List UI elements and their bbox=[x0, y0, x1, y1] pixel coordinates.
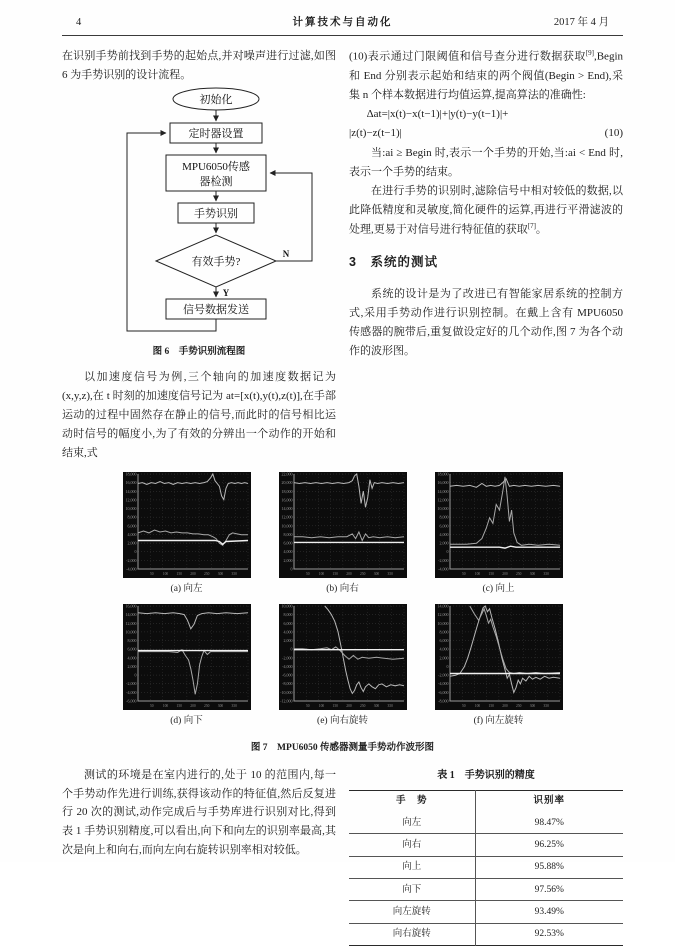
waveform-trace bbox=[450, 476, 560, 545]
table-cell: 向下 bbox=[349, 879, 475, 901]
page-number: 4 bbox=[76, 17, 82, 28]
y-tick-label: 16,000 bbox=[437, 479, 448, 485]
paragraph: 系统的设计是为了改进已有智能家居系统的控制方式,采用手势动作进行识别控制。在戴上含有 MPU6050 传感器的腕带后,重复做设定好的几个动作,图 7 为各个动作的波形图。 bbox=[349, 287, 623, 357]
y-tick-label: 10,000 bbox=[437, 505, 448, 511]
chart-caption-b: (b) 向右 bbox=[326, 583, 359, 594]
journal-title: 计算技术与自动化 bbox=[292, 17, 393, 28]
y-tick-label: 18,000 bbox=[125, 471, 136, 477]
y-tick-label: 8,000 bbox=[127, 514, 136, 520]
x-tick-label: 350 bbox=[387, 703, 393, 708]
chart-cell-c bbox=[435, 472, 563, 604]
y-tick-label: 14,000 bbox=[437, 488, 448, 494]
decision-node-label: 有效手势? bbox=[191, 255, 241, 268]
y-tick-label: 2,000 bbox=[283, 557, 292, 563]
y-tick-label: 12,000 bbox=[125, 620, 136, 626]
y-tick-label: -2,000 bbox=[281, 655, 292, 661]
table-cell: 向右 bbox=[349, 834, 475, 856]
figure6-caption: 图 6 手势识别流程图 bbox=[152, 346, 246, 357]
waveform-trace bbox=[450, 546, 560, 548]
y-tick-label: 6,000 bbox=[127, 646, 136, 652]
y-tick-label: 8,000 bbox=[283, 531, 292, 537]
formula-10 bbox=[349, 105, 623, 143]
sensor-node-label-line1: MPU6050传感 bbox=[182, 160, 250, 173]
y-tick-label: -2,000 bbox=[437, 672, 448, 678]
x-tick-label: 100 bbox=[474, 703, 480, 708]
x-tick-label: 50 bbox=[461, 703, 466, 708]
y-tick-label: 4,000 bbox=[127, 531, 136, 537]
y-tick-label: 8,000 bbox=[439, 629, 448, 635]
waveform-chart-d bbox=[123, 604, 251, 710]
x-tick-label: 300 bbox=[373, 571, 379, 576]
table1-caption: 表 1 手势识别的精度 bbox=[437, 769, 535, 781]
chart-caption-c: (c) 向上 bbox=[482, 583, 515, 594]
table-cell: 向左 bbox=[349, 812, 475, 834]
table-row bbox=[349, 834, 623, 856]
table-cell: 98.47% bbox=[534, 817, 564, 828]
y-tick-label: 10,000 bbox=[281, 603, 292, 609]
y-tick-label: 0 bbox=[134, 548, 136, 554]
reference-9: [9] bbox=[585, 49, 594, 58]
y-tick-label: 0 bbox=[290, 646, 292, 652]
x-tick-label: 150 bbox=[488, 571, 494, 576]
paragraph bbox=[349, 182, 623, 239]
start-node-label: 初始化 bbox=[199, 93, 233, 106]
waveform-trace bbox=[138, 474, 248, 500]
reference-7: [7] bbox=[527, 221, 536, 230]
x-tick-label: 200 bbox=[501, 703, 508, 708]
figure7-caption: 图 7 MPU6050 传感器测量手势动作波形图 bbox=[250, 743, 435, 754]
bottom-left-column bbox=[62, 766, 336, 946]
y-tick-label: -12,000 bbox=[279, 698, 292, 704]
x-tick-label: 250 bbox=[359, 703, 365, 708]
chart-cell-a bbox=[123, 472, 251, 604]
y-tick-label: 2,000 bbox=[439, 540, 448, 546]
x-tick-label: 300 bbox=[217, 703, 223, 708]
waveform-svg bbox=[123, 604, 251, 710]
waveform-trace bbox=[138, 650, 248, 695]
chart-caption-f: (f) 向左旋转 bbox=[473, 715, 524, 726]
waveform-chart-a bbox=[123, 472, 251, 578]
x-tick-label: 250 bbox=[203, 703, 209, 708]
chart-grid-row2 bbox=[62, 604, 623, 736]
chart-caption-d: (d) 向下 bbox=[170, 715, 203, 726]
paragraph bbox=[349, 47, 623, 104]
y-tick-label: 2,000 bbox=[283, 637, 292, 643]
table-cell: 93.49% bbox=[534, 906, 564, 917]
formula-line1: Δat=|x(t)−x(t−1)|+|y(t)−y(t−1)|+ bbox=[366, 108, 509, 121]
waveform-svg bbox=[279, 604, 407, 710]
y-tick-label: 10,000 bbox=[437, 620, 448, 626]
y-tick-label: 8,000 bbox=[439, 514, 448, 520]
table-row bbox=[349, 879, 623, 901]
waveform-chart-f bbox=[435, 604, 563, 710]
issue-date: 2017 年 4 月 bbox=[553, 17, 609, 28]
x-tick-label: 50 bbox=[149, 571, 154, 576]
chart-caption-a: (a) 向左 bbox=[170, 583, 203, 594]
x-tick-label: 350 bbox=[543, 703, 549, 708]
y-tick-label: -4,000 bbox=[125, 689, 136, 695]
x-tick-label: 200 bbox=[345, 703, 352, 708]
x-tick-label: 350 bbox=[231, 571, 237, 576]
y-tick-label: 0 bbox=[290, 566, 292, 572]
sensor-node-label-line2: 器检测 bbox=[199, 175, 233, 188]
x-tick-label: 150 bbox=[176, 571, 182, 576]
y-tick-label: 16,000 bbox=[125, 603, 136, 609]
y-tick-label: 14,000 bbox=[437, 603, 448, 609]
y-tick-label: 4,000 bbox=[439, 646, 448, 652]
paragraph-text: ,Begin 和 End 分别表示起始和结束的两个阀值(Begin > End),采集 n 个样本数据进行均值运算,提高算法的准确性: bbox=[349, 50, 623, 101]
waveform-chart-e bbox=[279, 604, 407, 710]
y-tick-label: 4,000 bbox=[439, 531, 448, 537]
x-tick-label: 150 bbox=[332, 703, 338, 708]
y-tick-label: 14,000 bbox=[125, 612, 136, 618]
y-tick-label: 12,000 bbox=[281, 514, 292, 520]
y-tick-label: 4,000 bbox=[283, 548, 292, 554]
table-row bbox=[349, 856, 623, 878]
y-tick-label: 0 bbox=[134, 672, 136, 678]
chart-cell-e bbox=[279, 604, 407, 736]
y-tick-label: -8,000 bbox=[437, 698, 448, 704]
y-tick-label: 6,000 bbox=[439, 522, 448, 528]
x-tick-label: 350 bbox=[543, 571, 549, 576]
page-header bbox=[62, 14, 623, 35]
waveform-trace bbox=[469, 606, 559, 674]
y-tick-label: 8,000 bbox=[283, 612, 292, 618]
chart-cell-b bbox=[279, 472, 407, 604]
x-tick-label: 300 bbox=[529, 703, 535, 708]
y-tick-label: 14,000 bbox=[281, 505, 292, 511]
x-tick-label: 300 bbox=[529, 571, 535, 576]
y-tick-label: 2,000 bbox=[127, 663, 136, 669]
y-tick-label: -2,000 bbox=[437, 557, 448, 563]
recognize-node-label: 手势识别 bbox=[194, 207, 238, 220]
y-tick-label: -10,000 bbox=[279, 689, 292, 695]
x-tick-label: 50 bbox=[305, 703, 310, 708]
paragraph: 测试的环境是在室内进行的,处于 10 的范围内,每一个手势动作先进行训练,获得该动作的特征值,然后反复进行 20 次的测试,动作完成后与手势库进行识别对比,得到表 1 手势识别精度,可以看出,向下和向左的识别率最高,其次是向上和向右,而向左向右旋转识别率相对较低。 bbox=[62, 768, 336, 857]
timer-node-label: 定时器设置 bbox=[188, 127, 244, 140]
y-tick-label: 10,000 bbox=[125, 629, 136, 635]
waveform-chart-b bbox=[279, 472, 407, 578]
waveform-trace bbox=[294, 474, 404, 507]
y-tick-label: 20,000 bbox=[281, 479, 292, 485]
no-label: N bbox=[282, 248, 290, 259]
x-tick-label: 350 bbox=[387, 571, 393, 576]
chart-cell-d bbox=[123, 604, 251, 736]
y-tick-label: 6,000 bbox=[439, 637, 448, 643]
y-tick-label: 12,000 bbox=[437, 497, 448, 503]
y-tick-label: 18,000 bbox=[437, 471, 448, 477]
y-tick-label: 10,000 bbox=[125, 505, 136, 511]
x-tick-label: 100 bbox=[474, 571, 480, 576]
waveform-svg bbox=[435, 604, 563, 710]
figure6-flowchart bbox=[62, 87, 336, 360]
x-tick-label: 100 bbox=[318, 571, 324, 576]
table-header-gesture: 手 势 bbox=[349, 790, 475, 812]
y-tick-label: 2,000 bbox=[439, 655, 448, 661]
y-tick-label: 14,000 bbox=[125, 488, 136, 494]
formula-line2: |z(t)−z(t−1)| bbox=[349, 127, 402, 140]
waveform-svg bbox=[123, 472, 251, 578]
gesture-accuracy-table bbox=[349, 790, 623, 946]
x-tick-label: 300 bbox=[373, 703, 379, 708]
paragraph-text: 在进行手势的识别时,滤除信号中相对较低的数据,以此降低精度和灵敏度,简化硬件的运算,再进行平滑滤波的处理,更易于对信号进行特征值的获取 bbox=[349, 185, 623, 236]
y-tick-label: 12,000 bbox=[437, 612, 448, 618]
y-tick-label: 0 bbox=[446, 663, 448, 669]
paragraph-text: (10)表示通过门限阈值和信号查分进行数据获取 bbox=[349, 50, 586, 63]
x-tick-label: 250 bbox=[515, 703, 521, 708]
y-tick-label: -2,000 bbox=[125, 681, 136, 687]
waveform-svg bbox=[435, 472, 563, 578]
x-tick-label: 250 bbox=[359, 571, 365, 576]
x-tick-label: 300 bbox=[217, 571, 223, 576]
yes-label: Y bbox=[222, 287, 230, 298]
y-tick-label: 4,000 bbox=[127, 655, 136, 661]
x-tick-label: 100 bbox=[318, 703, 324, 708]
y-tick-label: 16,000 bbox=[125, 479, 136, 485]
table-cell: 向左旋转 bbox=[349, 901, 475, 923]
x-tick-label: 100 bbox=[162, 571, 168, 576]
chart-caption-e: (e) 向右旋转 bbox=[317, 715, 368, 726]
x-tick-label: 50 bbox=[461, 571, 466, 576]
table-header-rate: 识别率 bbox=[533, 796, 566, 807]
figure7 bbox=[62, 472, 623, 757]
chart-grid-row1 bbox=[62, 472, 623, 604]
y-tick-label: 6,000 bbox=[127, 522, 136, 528]
header-rule bbox=[62, 35, 623, 36]
x-tick-label: 150 bbox=[176, 703, 182, 708]
table-cell: 96.25% bbox=[534, 839, 564, 850]
x-tick-label: 200 bbox=[501, 571, 508, 576]
y-tick-label: 2,000 bbox=[127, 540, 136, 546]
chart-cell-f bbox=[435, 604, 563, 736]
formula-number: (10) bbox=[604, 127, 623, 140]
y-tick-label: 16,000 bbox=[281, 497, 292, 503]
y-tick-label: -4,000 bbox=[281, 663, 292, 669]
table-row bbox=[349, 812, 623, 834]
table-cell: 95.88% bbox=[534, 862, 564, 873]
y-tick-label: 22,000 bbox=[281, 471, 292, 477]
table-header-row bbox=[349, 790, 623, 812]
paragraph: 当:ai ≥ Begin 时,表示一个手势的开始,当:ai < End 时,表示一个手势的结束。 bbox=[349, 147, 623, 179]
x-tick-label: 200 bbox=[189, 571, 196, 576]
y-tick-label: -4,000 bbox=[125, 566, 136, 572]
x-tick-label: 350 bbox=[231, 703, 237, 708]
x-tick-label: 50 bbox=[305, 571, 310, 576]
table-cell: 92.53% bbox=[534, 929, 564, 940]
x-tick-label: 50 bbox=[149, 703, 154, 708]
y-tick-label: 18,000 bbox=[281, 488, 292, 494]
table-cell: 向右旋转 bbox=[349, 923, 475, 945]
gesture-table-body bbox=[349, 812, 623, 945]
paragraph: 以加速度信号为例,三个轴向的加速度数据记为(x,y,z),在 t 时刻的加速度信号记为 at=[x(t),y(t),z(t)],在手部运动的过程中固然存在静止的信号,而此时的信号相比运动时信号的幅度小,为了有效的分辨出一个动作的开始和结束,式 bbox=[62, 371, 336, 459]
paragraph-text: 。 bbox=[535, 223, 547, 236]
table-row bbox=[349, 923, 623, 945]
waveform-chart-c bbox=[435, 472, 563, 578]
x-tick-label: 150 bbox=[488, 703, 494, 708]
table-cell: 向上 bbox=[349, 856, 475, 878]
y-tick-label: 8,000 bbox=[127, 637, 136, 643]
bottom-columns bbox=[62, 766, 623, 946]
waveform-trace bbox=[294, 647, 404, 659]
waveform-trace bbox=[294, 532, 404, 541]
y-tick-label: 10,000 bbox=[281, 522, 292, 528]
right-column bbox=[349, 47, 623, 463]
no-branch-line bbox=[270, 173, 312, 261]
table-row bbox=[349, 901, 623, 923]
x-tick-label: 150 bbox=[332, 571, 338, 576]
x-tick-label: 250 bbox=[515, 571, 521, 576]
y-tick-label: -6,000 bbox=[125, 698, 136, 704]
y-tick-label: 6,000 bbox=[283, 540, 292, 546]
y-tick-label: 6,000 bbox=[283, 620, 292, 626]
x-tick-label: 250 bbox=[203, 571, 209, 576]
y-tick-label: -4,000 bbox=[437, 566, 448, 572]
section-heading: 3 系统的测试 bbox=[349, 255, 438, 270]
waveform-trace bbox=[138, 613, 248, 629]
x-tick-label: 200 bbox=[345, 571, 352, 576]
y-tick-label: 12,000 bbox=[125, 497, 136, 503]
y-tick-label: 0 bbox=[446, 548, 448, 554]
send-node-label: 信号数据发送 bbox=[183, 303, 249, 316]
waveform-svg bbox=[279, 472, 407, 578]
top-columns bbox=[62, 47, 623, 463]
flowchart-svg bbox=[74, 87, 324, 335]
y-tick-label: -8,000 bbox=[281, 681, 292, 687]
left-column bbox=[62, 47, 336, 463]
y-tick-label: -4,000 bbox=[437, 681, 448, 687]
x-tick-label: 100 bbox=[162, 703, 168, 708]
paragraph: 在识别手势前找到手势的起始点,并对噪声进行过滤,如图 6 为手势识别的设计流程。 bbox=[62, 50, 336, 81]
bottom-right-column bbox=[349, 766, 623, 946]
y-tick-label: -6,000 bbox=[437, 689, 448, 695]
table-cell: 97.56% bbox=[534, 884, 564, 895]
y-tick-label: -2,000 bbox=[125, 557, 136, 563]
waveform-trace bbox=[138, 540, 248, 544]
x-tick-label: 200 bbox=[189, 703, 196, 708]
y-tick-label: 4,000 bbox=[283, 629, 292, 635]
y-tick-label: -6,000 bbox=[281, 672, 292, 678]
